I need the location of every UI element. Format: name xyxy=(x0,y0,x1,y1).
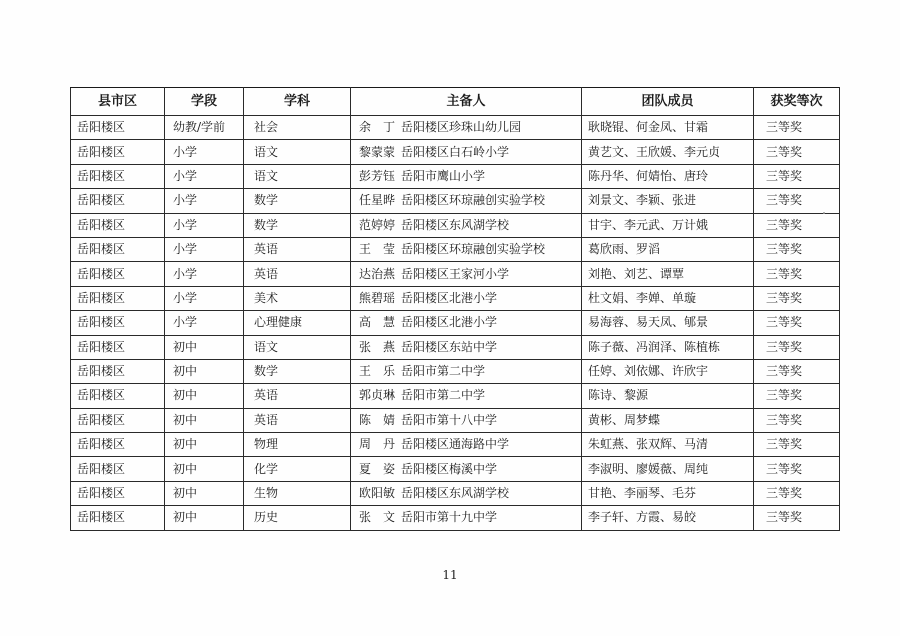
cell-county: 岳阳楼区 xyxy=(71,481,165,505)
cell-team: 任婷、刘依娜、许欣宇 xyxy=(582,359,754,383)
lead-school: 岳阳楼区北港小学 xyxy=(401,315,498,330)
table-row xyxy=(71,140,840,164)
cell-team: 耿晓锟、何金凤、甘霜 xyxy=(582,116,754,140)
table-row xyxy=(71,359,840,383)
cell-team: 朱虹燕、张双辉、马清 xyxy=(582,433,754,457)
cell-county: 岳阳楼区 xyxy=(71,433,165,457)
cell-lead xyxy=(351,481,582,505)
cell-award: 三等奖 xyxy=(754,140,840,164)
lead-name: 范婷婷 xyxy=(359,217,396,232)
cell-team: 甘艳、李丽琴、毛芬 xyxy=(582,481,754,505)
lead-name: 王 乐 xyxy=(359,364,396,379)
cell-subject: 数学 xyxy=(244,213,351,237)
cell-team: 黄艺文、王欣媛、李元贞 xyxy=(582,140,754,164)
lead-name: 高 慧 xyxy=(359,315,396,330)
header-stage: 学段 xyxy=(165,88,244,116)
table-row xyxy=(71,408,840,432)
cell-team: 葛欣雨、罗滔 xyxy=(582,237,754,261)
cell-subject: 英语 xyxy=(244,262,351,286)
cell-subject: 语文 xyxy=(244,164,351,188)
cell-award: 三等奖 xyxy=(754,237,840,261)
cell-subject: 化学 xyxy=(244,457,351,481)
table-row xyxy=(71,262,840,286)
cell-team: 易海蓉、易天凤、郇景 xyxy=(582,311,754,335)
cell-award: 三等奖 xyxy=(754,506,840,530)
cell-lead xyxy=(351,408,582,432)
lead-name: 夏 姿 xyxy=(359,461,396,476)
lead-name: 周 丹 xyxy=(359,437,396,452)
header-subject: 学科 xyxy=(244,88,351,116)
cell-county: 岳阳楼区 xyxy=(71,140,165,164)
cell-stage: 初中 xyxy=(165,408,244,432)
cell-lead xyxy=(351,384,582,408)
cell-subject: 英语 xyxy=(244,384,351,408)
lead-school: 岳阳楼区北港小学 xyxy=(401,290,498,305)
cell-award: 三等奖 xyxy=(754,457,840,481)
cell-award: 三等奖 xyxy=(754,286,840,310)
cell-stage: 初中 xyxy=(165,457,244,481)
cell-subject: 语文 xyxy=(244,140,351,164)
table-row xyxy=(71,384,840,408)
table-row xyxy=(71,311,840,335)
lead-name: 任星晔 xyxy=(359,193,396,208)
header-award: 获奖等次 xyxy=(754,88,840,116)
cell-subject: 语文 xyxy=(244,335,351,359)
cell-stage: 幼教/学前 xyxy=(165,116,244,140)
cell-team: 李子轩、方霞、易皎 xyxy=(582,506,754,530)
cell-award: 三等奖 xyxy=(754,164,840,188)
lead-school: 岳阳楼区东风湖学校 xyxy=(401,486,510,501)
cell-subject: 美术 xyxy=(244,286,351,310)
cell-lead xyxy=(351,237,582,261)
cell-subject: 社会 xyxy=(244,116,351,140)
cell-award: 三等奖 xyxy=(754,335,840,359)
table-row xyxy=(71,506,840,530)
cell-county: 岳阳楼区 xyxy=(71,457,165,481)
cell-county: 岳阳楼区 xyxy=(71,335,165,359)
table-row xyxy=(71,335,840,359)
cell-county: 岳阳楼区 xyxy=(71,384,165,408)
lead-school: 岳阳楼区珍珠山幼儿园 xyxy=(401,120,522,135)
cell-stage: 初中 xyxy=(165,384,244,408)
lead-name: 王 莹 xyxy=(359,242,396,257)
table-row xyxy=(71,237,840,261)
lead-name: 熊碧瑶 xyxy=(359,290,396,305)
cell-lead xyxy=(351,164,582,188)
table-row xyxy=(71,457,840,481)
cell-county: 岳阳楼区 xyxy=(71,262,165,286)
cell-award: 三等奖 xyxy=(754,116,840,140)
table-row xyxy=(71,433,840,457)
cell-stage: 小学 xyxy=(165,286,244,310)
cell-subject: 英语 xyxy=(244,408,351,432)
cell-lead xyxy=(351,506,582,530)
cell-team: 黄彬、周梦蝶 xyxy=(582,408,754,432)
cell-lead xyxy=(351,140,582,164)
lead-school: 岳阳楼区环琼融创实验学校 xyxy=(401,242,546,257)
cell-team: 甘宇、李元武、万计娥 xyxy=(582,213,754,237)
cell-stage: 初中 xyxy=(165,481,244,505)
scan-speck xyxy=(823,212,825,214)
cell-stage: 小学 xyxy=(165,213,244,237)
table-row xyxy=(71,213,840,237)
cell-lead xyxy=(351,457,582,481)
lead-name: 达治燕 xyxy=(359,266,396,281)
cell-lead xyxy=(351,335,582,359)
cell-county: 岳阳楼区 xyxy=(71,506,165,530)
cell-lead xyxy=(351,311,582,335)
cell-lead xyxy=(351,262,582,286)
table-row xyxy=(71,286,840,310)
table-row xyxy=(71,189,840,213)
lead-name: 郭贞琳 xyxy=(359,388,396,403)
cell-county: 岳阳楼区 xyxy=(71,408,165,432)
cell-subject: 英语 xyxy=(244,237,351,261)
cell-stage: 小学 xyxy=(165,189,244,213)
lead-name: 张 文 xyxy=(359,510,396,525)
cell-county: 岳阳楼区 xyxy=(71,189,165,213)
cell-subject: 数学 xyxy=(244,359,351,383)
lead-name: 张 燕 xyxy=(359,339,396,354)
cell-lead xyxy=(351,116,582,140)
lead-school: 岳阳楼区东站中学 xyxy=(401,339,498,354)
cell-stage: 小学 xyxy=(165,311,244,335)
table-row xyxy=(71,116,840,140)
cell-subject: 心理健康 xyxy=(244,311,351,335)
cell-stage: 初中 xyxy=(165,335,244,359)
cell-stage: 初中 xyxy=(165,433,244,457)
cell-team: 陈丹华、何婧怡、唐玲 xyxy=(582,164,754,188)
cell-subject: 物理 xyxy=(244,433,351,457)
header-lead: 主备人 xyxy=(351,88,582,116)
cell-lead xyxy=(351,433,582,457)
cell-team: 陈诗、黎源 xyxy=(582,384,754,408)
cell-award: 三等奖 xyxy=(754,213,840,237)
award-table xyxy=(70,87,840,531)
lead-name: 彭芳钰 xyxy=(359,168,396,183)
cell-team: 刘艳、刘艺、谭覃 xyxy=(582,262,754,286)
header-team: 团队成员 xyxy=(582,88,754,116)
cell-lead xyxy=(351,286,582,310)
cell-county: 岳阳楼区 xyxy=(71,359,165,383)
cell-award: 三等奖 xyxy=(754,384,840,408)
cell-lead xyxy=(351,359,582,383)
cell-subject: 历史 xyxy=(244,506,351,530)
cell-county: 岳阳楼区 xyxy=(71,164,165,188)
lead-school: 岳阳楼区环琼融创实验学校 xyxy=(401,193,546,208)
header-county: 县市区 xyxy=(71,88,165,116)
lead-school: 岳阳楼区白石岭小学 xyxy=(401,144,510,159)
cell-lead xyxy=(351,189,582,213)
lead-name: 陈 婧 xyxy=(359,412,396,427)
cell-stage: 小学 xyxy=(165,237,244,261)
cell-award: 三等奖 xyxy=(754,359,840,383)
cell-award: 三等奖 xyxy=(754,481,840,505)
cell-subject: 生物 xyxy=(244,481,351,505)
cell-county: 岳阳楼区 xyxy=(71,213,165,237)
table-row xyxy=(71,164,840,188)
lead-school: 岳阳楼区通海路中学 xyxy=(401,437,510,452)
lead-name: 黎蒙蒙 xyxy=(359,144,396,159)
cell-county: 岳阳楼区 xyxy=(71,116,165,140)
table-header-row xyxy=(71,88,840,116)
lead-name: 欧阳敏 xyxy=(359,486,396,501)
cell-team: 刘景文、李颖、张进 xyxy=(582,189,754,213)
cell-stage: 初中 xyxy=(165,359,244,383)
lead-school: 岳阳市第十九中学 xyxy=(401,510,498,525)
page-number: 11 xyxy=(442,568,458,582)
lead-school: 岳阳市第二中学 xyxy=(401,388,486,403)
cell-stage: 小学 xyxy=(165,262,244,286)
table-row xyxy=(71,481,840,505)
cell-subject: 数学 xyxy=(244,189,351,213)
cell-award: 三等奖 xyxy=(754,262,840,286)
table-body xyxy=(71,116,840,531)
lead-school: 岳阳市鹰山小学 xyxy=(401,168,486,183)
cell-county: 岳阳楼区 xyxy=(71,311,165,335)
lead-school: 岳阳楼区东风湖学校 xyxy=(401,217,510,232)
lead-school: 岳阳市第十八中学 xyxy=(401,412,498,427)
cell-team: 陈子薇、冯润泽、陈植栋 xyxy=(582,335,754,359)
cell-team: 李淑明、廖媛薇、周纯 xyxy=(582,457,754,481)
cell-county: 岳阳楼区 xyxy=(71,286,165,310)
lead-school: 岳阳楼区王家河小学 xyxy=(401,266,510,281)
cell-award: 三等奖 xyxy=(754,189,840,213)
cell-award: 三等奖 xyxy=(754,311,840,335)
cell-award: 三等奖 xyxy=(754,433,840,457)
lead-name: 余 丁 xyxy=(359,120,396,135)
lead-school: 岳阳市第二中学 xyxy=(401,364,486,379)
cell-lead xyxy=(351,213,582,237)
lead-school: 岳阳楼区梅溪中学 xyxy=(401,461,498,476)
cell-stage: 小学 xyxy=(165,164,244,188)
cell-stage: 初中 xyxy=(165,506,244,530)
cell-county: 岳阳楼区 xyxy=(71,237,165,261)
cell-stage: 小学 xyxy=(165,140,244,164)
cell-team: 杜文娟、李婵、单璇 xyxy=(582,286,754,310)
cell-award: 三等奖 xyxy=(754,408,840,432)
